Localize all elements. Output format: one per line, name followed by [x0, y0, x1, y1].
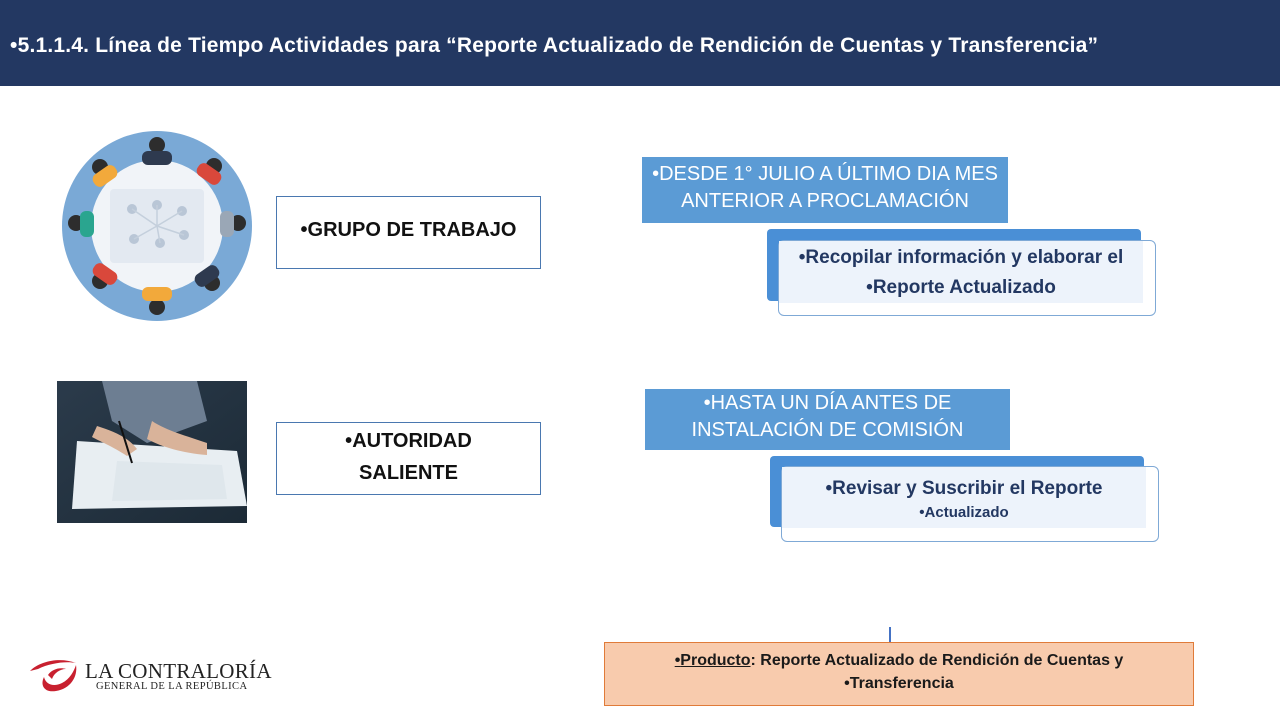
- activity-card-2: [781, 466, 1159, 542]
- slide-title: • 5.1.1.4. Línea de Tiempo Actividades para “Reporte Actualizado de Rendición de Cuentas y Transferencia”: [10, 34, 1098, 58]
- activity-line-2: • Reporte Actualizado: [779, 273, 1143, 303]
- activity-card-inner-1: [779, 241, 1143, 303]
- timing-line-1: • HASTA UN DÍA ANTES DE: [645, 390, 1010, 417]
- actor-label-line-2: SALIENTE: [359, 462, 458, 484]
- timing-banner-1: [642, 157, 1008, 223]
- product-label: • Producto: [675, 652, 751, 669]
- signing-document-photo: [57, 381, 247, 523]
- product-box: [604, 642, 1194, 706]
- product-line-1: [605, 649, 1193, 672]
- activity-line-1: • Revisar y Suscribir el Reporte: [782, 476, 1146, 502]
- timing-line-1: • DESDE 1° JULIO A ÚLTIMO DIA MES: [642, 161, 1008, 188]
- timing-line-2: ANTERIOR A PROCLAMACIÓN: [681, 190, 969, 212]
- activity-line-1: • Recopilar información y elaborar el: [779, 243, 1143, 273]
- contraloria-logo: [26, 655, 82, 695]
- activity-line-2: • Actualizado: [782, 502, 1146, 524]
- actor-label-line-1: • AUTORIDAD: [277, 425, 540, 457]
- timing-line-2: INSTALACIÓN DE COMISIÓN: [691, 419, 964, 441]
- slide-header: [0, 0, 1280, 86]
- actor-box-autoridad-saliente: [276, 422, 541, 495]
- logo-name: LA CONTRALORÍA: [85, 659, 272, 683]
- activity-card-1: [778, 240, 1156, 316]
- actor-box-grupo-de-trabajo: [276, 196, 541, 269]
- meeting-table-illustration: [62, 131, 252, 321]
- actor-label: • GRUPO DE TRABAJO: [301, 219, 517, 241]
- logo-subtitle: GENERAL DE LA REPÚBLICA: [96, 681, 248, 692]
- connector-line: [889, 627, 891, 643]
- product-line-2: • Transferencia: [605, 672, 1193, 695]
- activity-card-inner-2: [782, 467, 1146, 528]
- product-text: : Reporte Actualizado de Rendición de Cuentas y: [750, 652, 1124, 669]
- timing-banner-2: [645, 389, 1010, 450]
